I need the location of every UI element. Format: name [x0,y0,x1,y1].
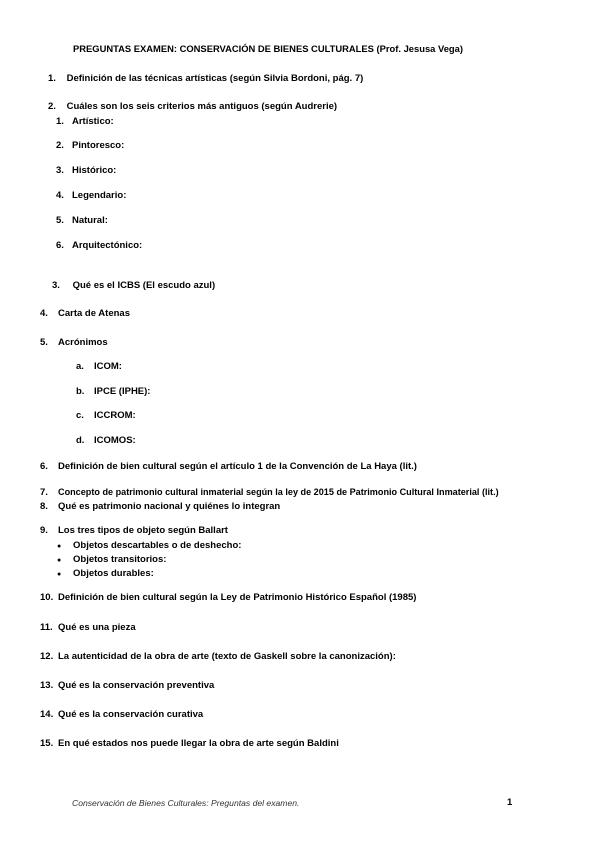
list-letter: d. [76,435,85,446]
question-1 [48,73,363,85]
question-9 [40,525,228,537]
question-8 [40,501,280,513]
question-2 [48,101,337,113]
question-14 [40,709,203,721]
list-number: 3. [56,165,64,176]
bullet-item [57,540,241,553]
list-text: Legendario: [72,190,127,201]
question-text: Qué es la conservación curativa [58,709,204,720]
question-text: Qué es una pieza [58,622,136,633]
question-text: Concepto de patrimonio cultural inmaterial según la ley de 2015 de Patrimonio Cultural Inmaterial (lit.) [58,487,499,497]
list-text: IPCE (IPHE): [94,386,151,397]
question-number: 13. [40,680,54,691]
list-text: Histórico: [72,165,117,176]
list-text: ICCROM: [94,410,136,421]
question-text: Cuáles son los seis criterios más antiguos (según Audrerie) [66,101,338,112]
list-number: 2. [56,140,64,151]
question-number: 2. [48,101,56,112]
question-number: 11. [40,622,53,633]
question-text: Carta de Atenas [58,308,130,319]
question-3 [52,280,215,292]
list-letter: c. [76,410,84,421]
list-item [76,435,136,447]
list-letter: a. [76,361,84,372]
question-text: Acrónimos [58,337,108,348]
list-item [56,190,126,202]
question-number: 1. [48,73,56,84]
question-text: Definición de las técnicas artísticas (según Silvia Bordoni, pág. 7) [66,73,364,84]
question-number: 3. [52,280,60,291]
page-footer: Conservación de Bienes Culturales: Preguntas del examen. [72,798,300,808]
list-number: 1. [56,116,64,127]
list-item [76,410,136,422]
list-text: ICOMOS: [94,435,136,446]
bullet-icon: ● [57,543,62,550]
question-text: Definición de bien cultural según el artículo 1 de la Convención de La Haya (lit.) [58,461,417,472]
question-number: 14. [40,709,54,720]
bullet-text: Objetos durables: [73,568,154,579]
bullet-text: Objetos descartables o de deshecho: [73,540,242,551]
question-text: Definición de bien cultural según la Ley de Patrimonio Histórico Español (1985) [58,592,417,603]
question-number: 7. [40,487,48,498]
bullet-icon: ● [57,571,62,578]
list-number: 5. [56,215,64,226]
question-number: 12. [40,651,54,662]
question-7 [40,486,499,499]
bullet-icon: ● [57,557,62,564]
list-item [56,165,116,177]
question-number: 8. [40,501,48,512]
list-text: Pintoresco: [72,140,125,151]
list-letter: b. [76,386,85,397]
bullet-item [57,554,166,567]
question-13 [40,680,214,692]
question-12 [40,651,396,663]
question-number: 5. [40,337,48,348]
question-4 [40,308,130,320]
question-text: En qué estados nos puede llegar la obra de arte según Baldini [58,738,339,749]
list-item [76,361,122,373]
page-number: 1 [507,797,513,808]
document-title: PREGUNTAS EXAMEN: CONSERVACIÓN DE BIENES CULTURALES (Prof. Jesusa Vega) [73,43,463,54]
question-text: Los tres tipos de objeto según Ballart [58,525,228,536]
list-item [76,386,150,398]
list-item [56,240,142,252]
list-item [56,215,108,227]
question-text: Qué es patrimonio nacional y quiénes lo integran [58,501,281,512]
list-item [56,116,114,128]
question-number: 6. [40,461,48,472]
question-text: Qué es el ICBS (El escudo azul) [72,280,216,291]
list-number: 6. [56,240,64,251]
question-text: Qué es la conservación preventiva [58,680,215,691]
question-11 [40,622,136,634]
question-6 [40,461,417,473]
question-number: 9. [40,525,48,536]
list-item [56,140,124,152]
question-15 [40,738,339,750]
question-number: 10. [40,592,54,603]
question-10 [40,592,416,604]
bullet-text: Objetos transitorios: [73,554,167,565]
list-text: Artístico: [72,116,114,127]
bullet-item [57,568,154,581]
question-number: 15. [40,738,54,749]
list-text: Natural: [72,215,108,226]
question-5 [40,337,108,349]
list-text: Arquitectónico: [72,240,143,251]
list-text: ICOM: [94,361,122,372]
question-text: La autenticidad de la obra de arte (texto de Gaskell sobre la canonización): [58,651,396,662]
list-number: 4. [56,190,64,201]
question-number: 4. [40,308,48,319]
